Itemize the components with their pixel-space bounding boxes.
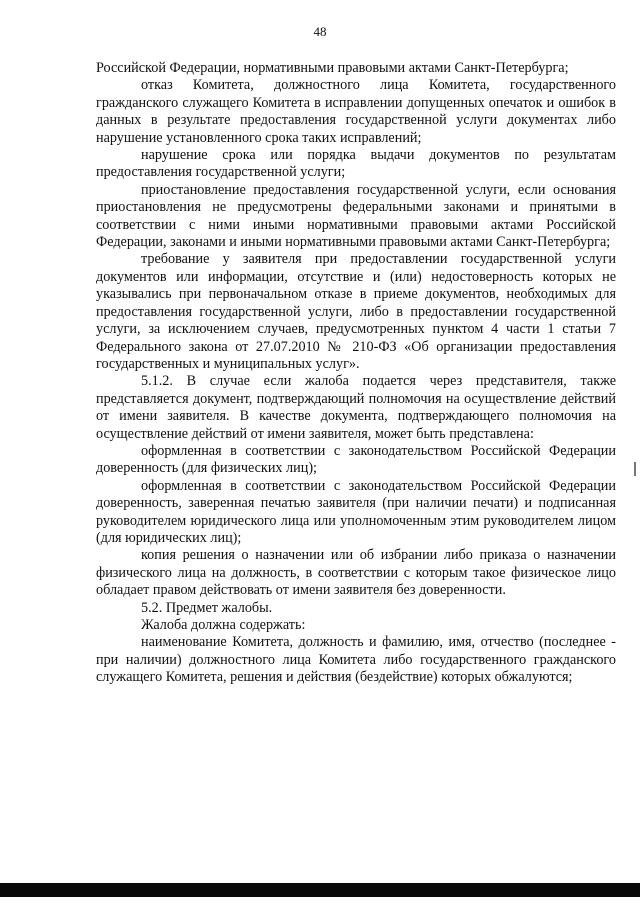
paragraph-complaint-contents: Жалоба должна содержать: — [141, 617, 306, 633]
paragraph-power-of-attorney-legal-entities: оформленная в соответствии с законодательством Российской Федерации доверенность, заверенная печатью заявителя (при наличии печати) и подписанная руководителем юридического лица или уполномоченным этим руководителем лицом (для юридических лиц); — [96, 477, 616, 546]
paragraph-continuation: Российской Федерации, нормативными правовыми актами Санкт-Петербурга; — [96, 60, 569, 76]
paragraph-committee-name: наименование Комитета, должность и фамилию, имя, отчество (последнее - при наличии) должностного лица Комитета либо государственного гражданского служащего Комитета, решения и действия (бездействие) которых обжалуются; — [96, 634, 616, 686]
scan-edge-mark — [634, 462, 636, 476]
paragraph-5-1-2: 5.1.2. В случае если жалоба подается через представителя, также представляется документ, подтверждающий полномочия на осуществление действий от имени заявителя. В качестве документа, подтверждающего полномочия на осуществление действий от имени заявителя, может быть представлена: — [96, 373, 616, 442]
scan-bottom-border — [0, 883, 640, 897]
paragraph-correction-refusal: отказ Комитета, должностного лица Комитета, государственного гражданского служащего Комитета в исправлении допущенных опечаток и ошибок в данных в результате предоставления государственной услуги документах либо нарушение установленного срока таких исправлений; — [96, 77, 616, 146]
document-body — [96, 60, 616, 687]
paragraph-issuance-violation: нарушение срока или порядка выдачи документов по результатам предоставления государственной услуги; — [96, 147, 616, 181]
page-number: 48 — [313, 24, 327, 39]
paragraph-appointment-copy: копия решения о назначении или об избрании либо приказа о назначении физического лица на должность, в соответствии с которым такое физическое лицо обладает правом действовать от имени заявителя без доверенности. — [96, 547, 616, 599]
paragraph-document-requirement: требование у заявителя при предоставлении государственной услуги документов или информации, отсутствие и (или) недостоверность которых не указывались при первоначальном отказе в приеме документов, необходимых для предоставления государственной услуги, либо в предоставлении государственной услуги, за исключением случаев, предусмотренных пунктом 4 части 1 статьи 7 Федерального закона от 27.07.2010 № 210-ФЗ «Об организации предоставления государственных и муниципальных услуг». — [96, 251, 616, 372]
paragraph-power-of-attorney-individuals: оформленная в соответствии с законодательством Российской Федерации доверенность (для физических лиц); — [96, 442, 616, 477]
paragraph-suspension: приостановление предоставления государственной услуги, если основания приостановления не предусмотрены федеральными законами и принятыми в соответствии с ними иными нормативными правовыми актами Российской Федерации, законами и иными нормативными правовыми актами Санкт-Петербурга; — [96, 181, 616, 251]
paragraph-5-2-heading: 5.2. Предмет жалобы. — [141, 599, 273, 616]
